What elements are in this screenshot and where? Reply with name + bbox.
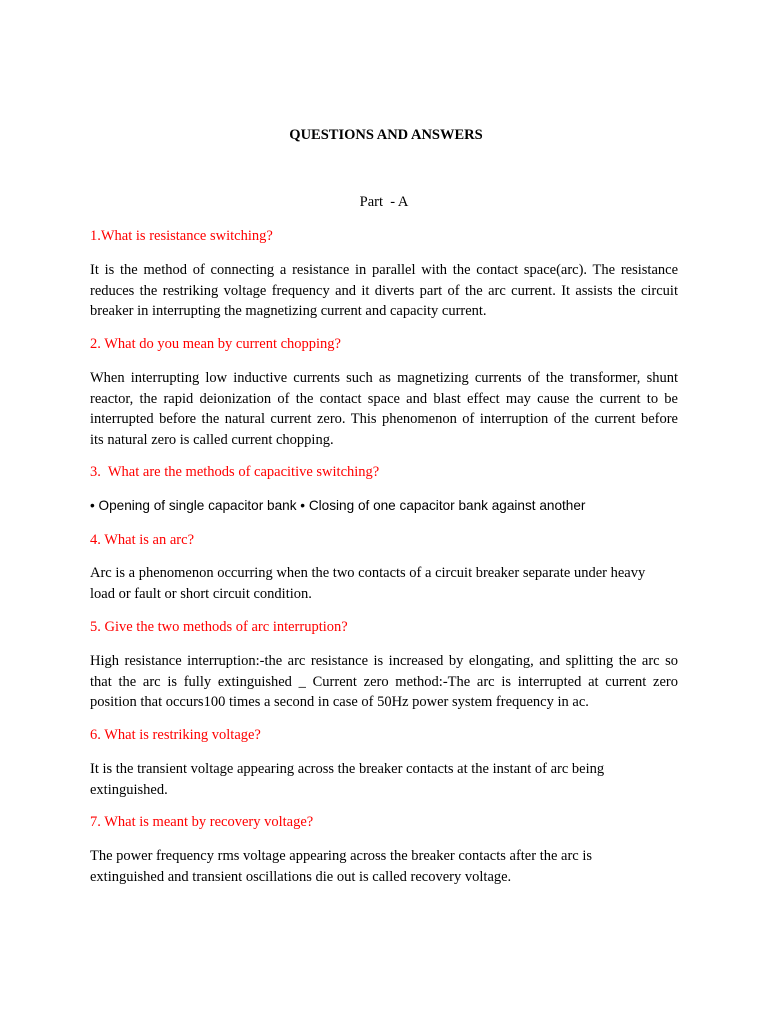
question-4: 4. What is an arc?: [90, 532, 195, 548]
answer-3-bullets: • Opening of single capacitor bank • Closing of one capacitor bank against another: [90, 498, 586, 513]
answer-line: The power frequency rms voltage appearing across the breaker contacts after the arc is: [90, 848, 593, 864]
answer-line: reduces the restriking voltage frequency and it diverts part of the arc current. It assists the circuit: [90, 282, 678, 299]
part-heading: Part - A: [359, 194, 409, 210]
answer-line: load or fault or short circuit condition.: [90, 585, 312, 602]
question-7: 7. What is meant by recovery voltage?: [90, 814, 314, 830]
answer-line: position that occurs100 times a second in case of 50Hz power system frequency in ac.: [90, 694, 589, 710]
page-title: QUESTIONS AND ANSWERS: [289, 127, 483, 143]
answer-line: It is the transient voltage appearing across the breaker contacts at the instant of arc being: [90, 761, 605, 777]
answer-7: [90, 846, 678, 887]
question-3: 3. What are the methods of capacitive switching?: [90, 464, 380, 480]
answer-5: [90, 651, 678, 713]
answer-line: extinguished.: [90, 781, 168, 798]
question-1: 1.What is resistance switching?: [90, 228, 273, 244]
answer-line: When interrupting low inductive currents such as magnetizing currents of the transformer, shunt: [90, 370, 678, 386]
answer-line: extinguished and transient oscillations die out is called recovery voltage.: [90, 868, 512, 885]
answer-6: [90, 759, 678, 800]
answer-2: [90, 368, 678, 450]
answer-1: [90, 260, 678, 322]
answer-line: High resistance interruption:-the arc resistance is increased by elongating, and splitting the arc so: [90, 653, 678, 669]
answer-line: It is the method of connecting a resistance in parallel with the contact space(arc). The resistance: [90, 262, 678, 278]
answer-line: reactor, the rapid deionization of the contact space and blast effect may cause the current to be: [90, 390, 678, 407]
question-2: 2. What do you mean by current chopping?: [90, 336, 341, 352]
answer-line: Arc is a phenomenon occurring when the two contacts of a circuit breaker separate under heavy: [90, 565, 646, 581]
answer-line: interrupted before the natural current zero. This phenomenon of interruption of the current before: [90, 411, 678, 427]
question-5: 5. Give the two methods of arc interruption?: [90, 619, 348, 635]
answer-line: that the arc is fully extinguished _ Current zero method:-The arc is interrupted at current zero: [90, 673, 678, 690]
answer-4: [90, 563, 678, 604]
answer-line: its natural zero is called current chopping.: [90, 431, 334, 448]
answer-line: breaker in interrupting the magnetizing current and capacity current.: [90, 303, 487, 319]
question-6: 6. What is restriking voltage?: [90, 727, 261, 743]
